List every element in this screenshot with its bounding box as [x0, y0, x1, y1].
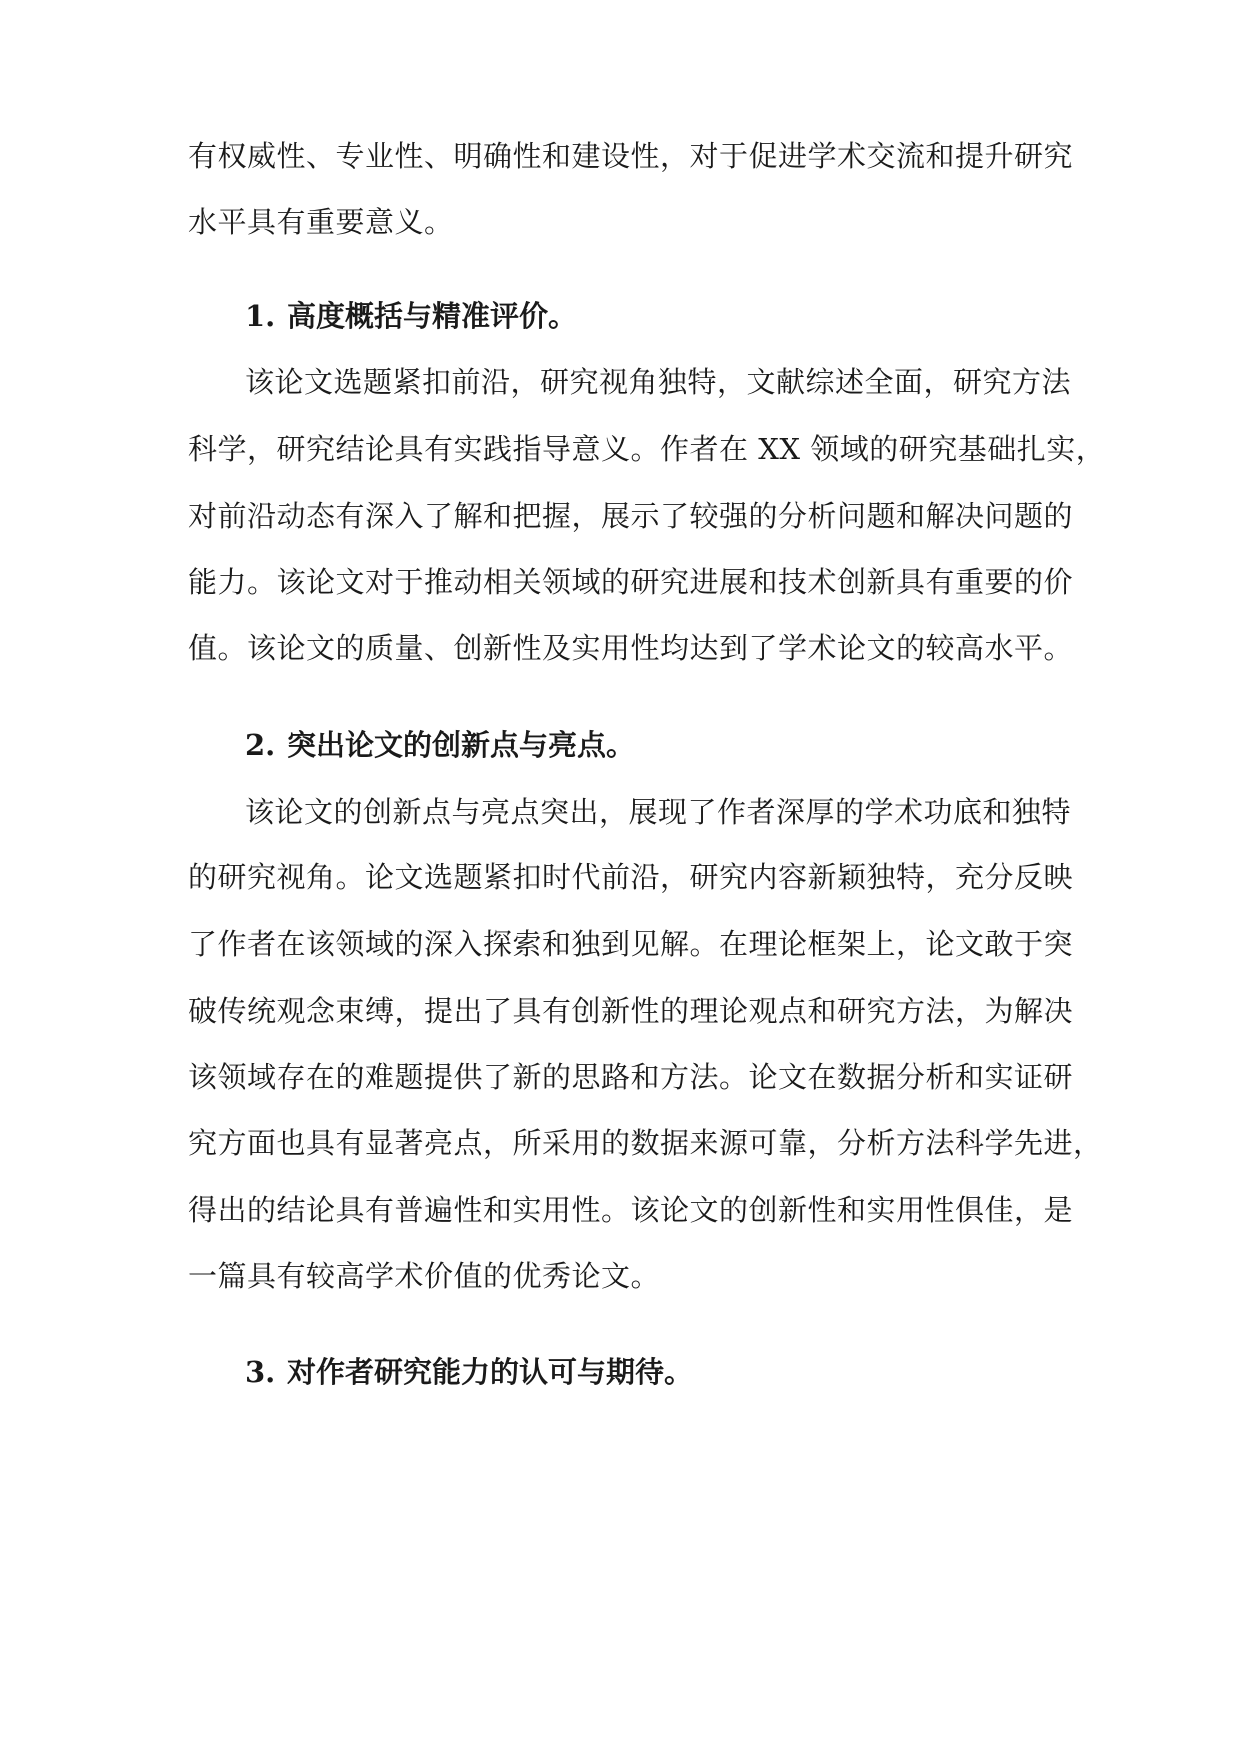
section-2-line-7: 得出的结论具有普遍性和实用性。该论文的创新性和实用性俱佳，是 [188, 1193, 1074, 1227]
section-3-title: 对作者研究能力的认可与期待。 [287, 1355, 694, 1389]
intro-line-1: 有权威性、专业性、明确性和建设性，对于促进学术交流和提升研究 [188, 139, 1074, 173]
section-2-line-4: 破传统观念束缚，提出了具有创新性的理论观点和研究方法，为解决 [188, 994, 1074, 1028]
section-2-heading [245, 725, 635, 765]
section-2-number: 2. [245, 728, 276, 762]
section-3-heading [245, 1352, 693, 1392]
section-1-line-4: 能力。该论文对于推动相关领域的研究进展和技术创新具有重要的价 [188, 565, 1074, 599]
section-1-line-2: 科学，研究结论具有实践指导意义。作者在 XX 领域的研究基础扎实， [188, 432, 1106, 466]
section-1-heading [245, 296, 577, 336]
section-1-line-3: 对前沿动态有深入了解和把握，展示了较强的分析问题和解决问题的 [188, 499, 1074, 533]
section-2-line-5: 该领域存在的难题提供了新的思路和方法。论文在数据分析和实证研 [188, 1060, 1074, 1094]
intro-line-2: 水平具有重要意义。 [188, 205, 454, 239]
section-1-title: 高度概括与精准评价。 [287, 299, 578, 333]
section-2-line-2: 的研究视角。论文选题紧扣时代前沿，研究内容新颖独特，充分反映 [188, 860, 1074, 894]
section-2-line-3: 了作者在该领域的深入探索和独到见解。在理论框架上，论文敢于突 [188, 927, 1074, 961]
section-1-number: 1. [245, 299, 276, 333]
section-3-number: 3. [245, 1355, 276, 1389]
section-2-title: 突出论文的创新点与亮点。 [287, 728, 636, 762]
section-1-line-5: 值。该论文的质量、创新性及实用性均达到了学术论文的较高水平。 [188, 631, 1074, 665]
section-2-line-6: 究方面也具有显著亮点，所采用的数据来源可靠，分析方法科学先进， [188, 1126, 1103, 1160]
section-2-line-8: 一篇具有较高学术价值的优秀论文。 [188, 1259, 661, 1293]
section-1-line-1: 该论文选题紧扣前沿，研究视角独特，文献综述全面，研究方法 [245, 365, 1072, 399]
section-2-line-1: 该论文的创新点与亮点突出，展现了作者深厚的学术功底和独特 [245, 795, 1072, 829]
